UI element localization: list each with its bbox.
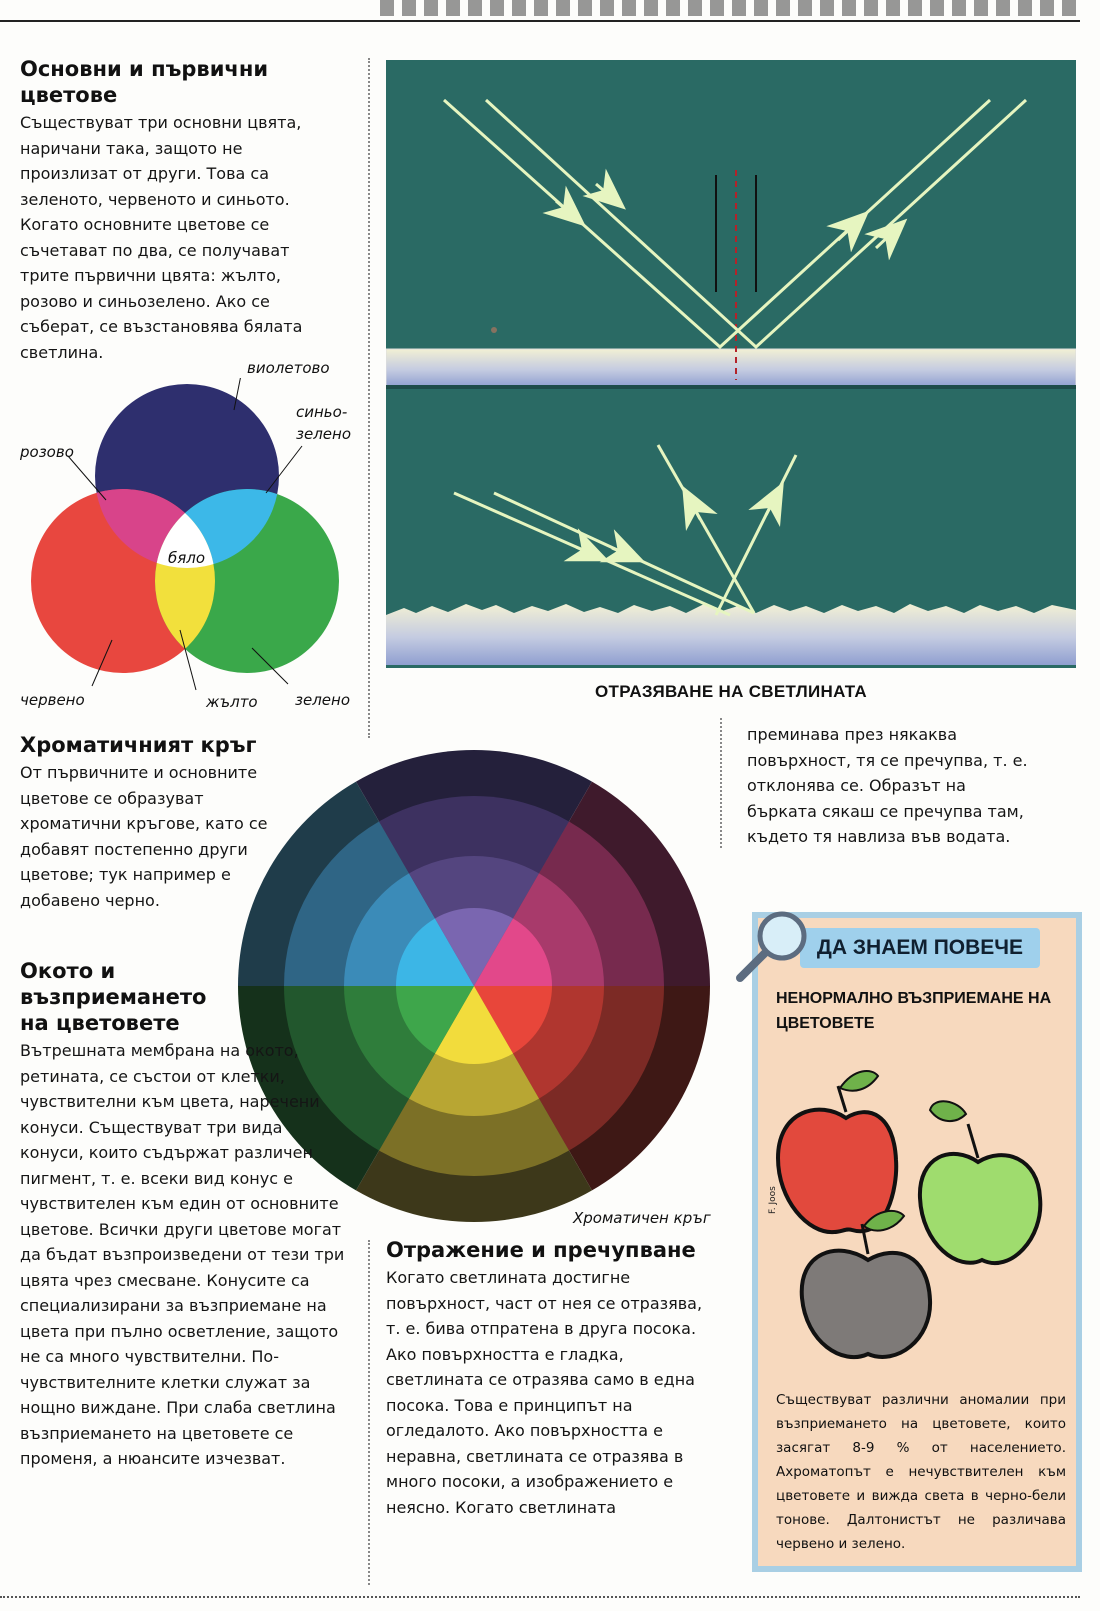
column-divider-left-lower — [368, 1240, 370, 1585]
header-decoration — [380, 0, 1080, 16]
section-title: Отражение и пречупване — [386, 1238, 696, 1262]
magnifier-icon — [732, 902, 822, 992]
smooth-ray-arrows — [556, 184, 892, 248]
column-divider-left — [368, 58, 370, 738]
know-more-body: Съществуват различни аномалии при възприемането на цветовете, които засягат 8-9 % от населението. Ахроматопът е нечувствителен към цветовете и вижда света в черно-бели тонове. Далтонистът не различава червено и зелено. — [776, 1392, 1066, 1552]
green-apple — [920, 1101, 1040, 1263]
wheel-caption: Хроматичен кръг — [573, 1209, 711, 1227]
section-reflection-refraction — [386, 1237, 726, 1520]
venn-label-white: бяло — [168, 549, 206, 567]
section-body: Съществуват три основни цвята, наричани така, защото не произлизат от други. Това са зеленото, червеното и синьото. Когато основните цветове се съчетават по два, се получават трите първични цвята: жълто, розово и синьозелено. Ако се съберат, се възстановява бялата светлина. — [20, 113, 303, 362]
know-more-subtitle: НЕНОРМАЛНО ВЪЗПРИЕМАНЕ НА ЦВЕТОВЕТЕ — [776, 990, 1052, 1032]
section-title: Окото и възприемането на цветовете — [20, 959, 207, 1035]
section-primary-colors — [20, 56, 340, 365]
reflection-diagram — [386, 60, 1076, 668]
venn-label-red: червено — [20, 691, 85, 709]
venn-label-cyan-2: зелено — [296, 425, 352, 443]
section-body: От първичните и основните цветове се образуват хроматични кръгове, като се добавят постепенно други цветове; тук например е добавено черно. — [20, 763, 268, 910]
venn-label-green: зелено — [295, 691, 351, 709]
header-rule — [0, 20, 1080, 22]
footer-rule — [0, 1596, 1080, 1598]
section-body: Вътрешната мембрана на окото, ретината, се състои от клетки, чувствителни към цвета, наречени конуси. Съществуват три вида конуси, които съдържат различен пигмент, т. е. всеки вид конус е чувствителен към един от основните цветове. Всички други цветове могат да бъдат възпроизведени от тези три цвята чрез смесване. Конусите са специализирани за възприемане на цвета при пълно осветление, защото не са много чувствителни. По-чувствителните клетки служат за нощно виждане. При слаба светлина възприемането на цветовете се променя, а нюансите изчезват. — [20, 1041, 345, 1468]
red-apple — [778, 1071, 896, 1232]
illustration-credit: F. Joos — [768, 1186, 778, 1214]
section-eye-perception — [20, 958, 350, 1472]
venn-label-cyan: синьо- — [296, 403, 348, 421]
leaf — [840, 1071, 878, 1091]
reflection-diagram-svg — [386, 60, 1076, 668]
section-title: Хроматичният кръг — [20, 733, 257, 757]
gray-apple — [802, 1211, 930, 1357]
venn-label-violet: виолетово — [247, 359, 330, 377]
know-more-box — [752, 912, 1082, 1572]
section-body: Когато светлината достигне повърхност, част от нея се отразява, т. е. бива отпратена в друга посока. Ако повърхността е гладка, светлината се отразява само в една посока. Това е принципът на огледалото. Ако повърхността е неравна, светлината се отразява в много посоки, а изображението е неясно. Когато светлината — [386, 1268, 703, 1517]
apples-illustration — [768, 1048, 1078, 1378]
know-more-banner: ДА ЗНАЕМ ПОВЕЧЕ — [800, 928, 1040, 968]
rough-surface — [386, 604, 1076, 665]
venn-label-pink: розово — [20, 443, 74, 461]
diagram-caption: ОТРАЗЯВАНЕ НА СВЕТЛИНАТА — [595, 682, 867, 701]
venn-label-yellow: жълто — [206, 693, 258, 711]
smooth-rays — [444, 100, 1026, 347]
rough-rays — [454, 445, 796, 615]
section-title: Основни и първични цветове — [20, 57, 269, 107]
leaf — [930, 1101, 966, 1121]
column-divider-right — [720, 718, 722, 848]
section-refraction-continued: преминава през някаква повърхност, тя се пречупва, т. е. отклонява се. Образът на бърката сякаш се пречупва там, където тя навлиза във водата. — [747, 725, 1028, 846]
smooth-surface — [386, 349, 1076, 387]
